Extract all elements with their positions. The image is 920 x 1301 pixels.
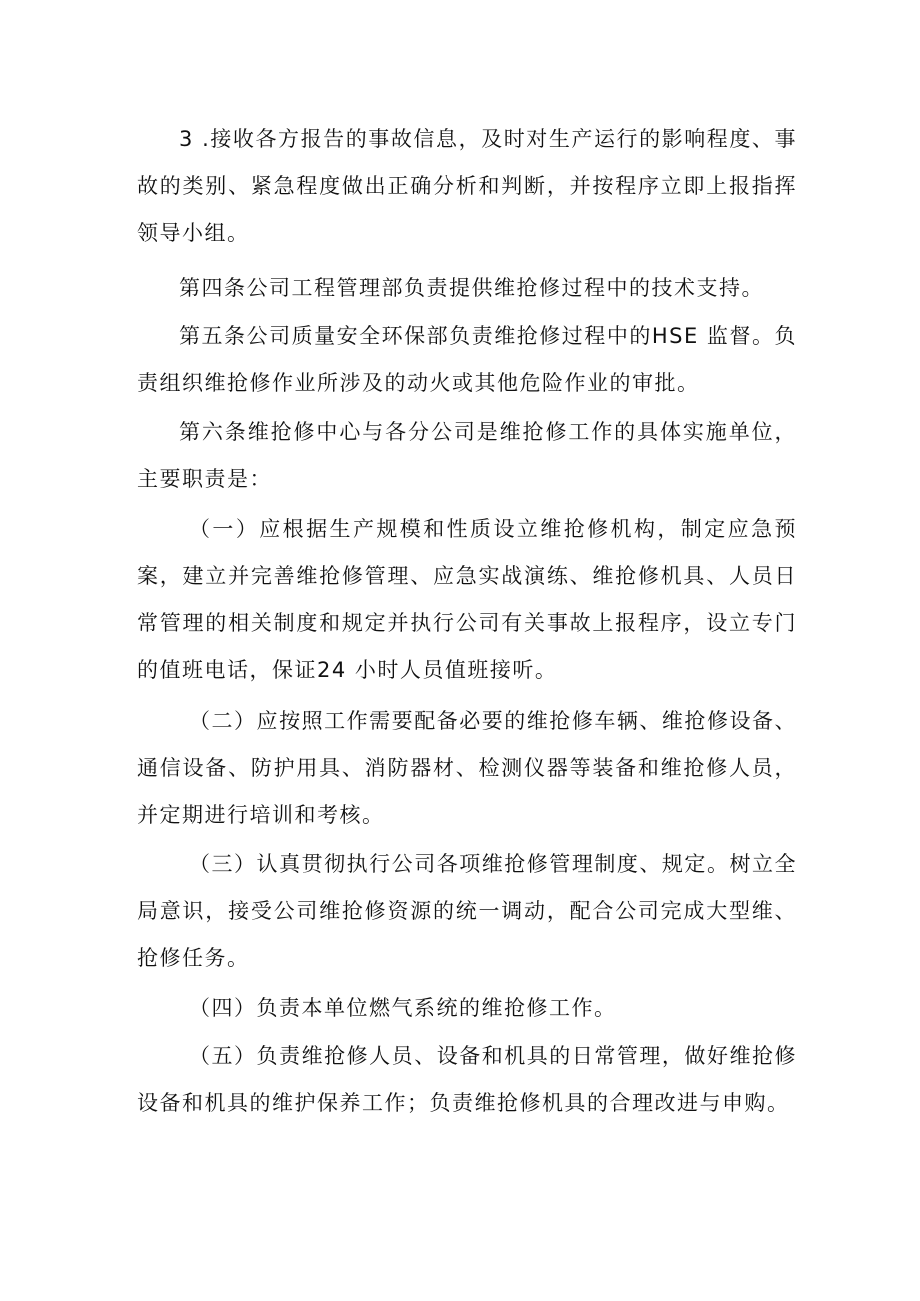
paragraph-duty-5: （五）负责维抢修人员、设备和机具的日常管理，做好维抢修设备和机具的维护保养工作；负责维抢修机具的合理改进与申购。 [137,1044,797,1115]
paragraph-duty-4: （四）负责本单位燃气系统的维抢修工作。 [189,996,617,1020]
paragraph-duty-1: （一）应根据生产规模和性质设立维抢修机构，制定应急预案，建立并完善维抢修管理、应急实战演练、维抢修机具、人员日常管理的相关制度和规定并执行公司有关事故上报程序，设立专门的值班电话，保证24 小时人员值班接听。 [137,517,797,682]
paragraph-duty-2: （二）应按照工作需要配备必要的维抢修车辆、维抢修设备、通信设备、防护用具、消防器材、检测仪器等装备和维抢修人员，并定期进行培训和考核。 [137,709,797,827]
paragraph-article-4: 第四条公司工程管理部负责提供维抢修过程中的技术支持。 [179,276,764,300]
paragraph-duty-3: （三）认真贯彻执行公司各项维抢修管理制度、规定。树立全局意识，接受公司维抢修资源的统一调动，配合公司完成大型维、抢修任务。 [137,852,797,970]
paragraph-item-3: 3 .接收各方报告的事故信息，及时对生产运行的影响程度、事故的类别、紧急程度做出正确分析和判断，并按程序立即上报指挥领导小组。 [137,127,797,245]
paragraph-article-6: 第六条维抢修中心与各分公司是维抢修工作的具体实施单位，主要职责是： [137,420,797,491]
paragraph-article-5: 第五条公司质量安全环保部负责维抢修过程中的HSE 监督。负责组织维抢修作业所涉及的动火或其他危险作业的审批。 [137,324,797,395]
